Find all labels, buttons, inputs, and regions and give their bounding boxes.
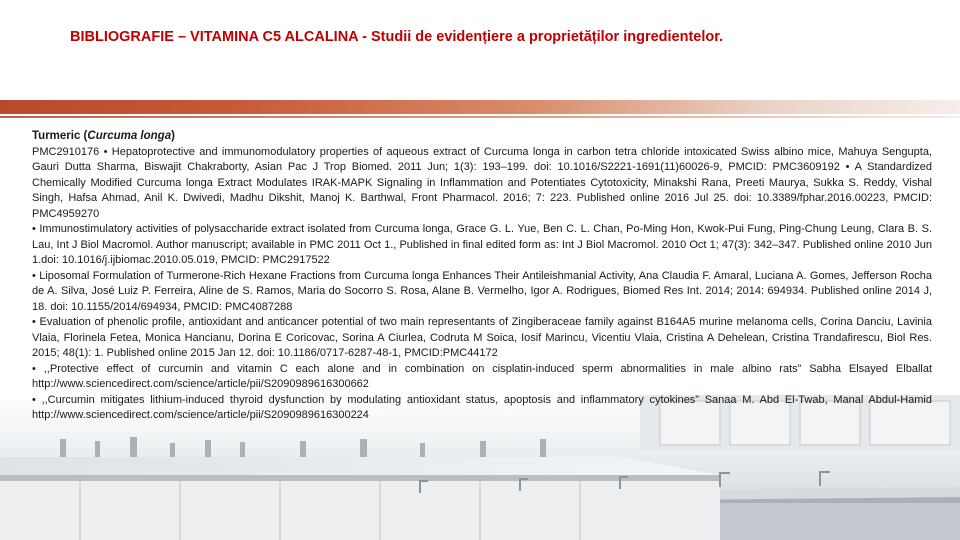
reference-paragraph: PMC2910176 • Hepatoprotective and immunomodulatory properties of aqueous extract of Curcuma longa in carbon tetra chloride intoxicated Swiss albino mice, Mahuya Sengupta, Gauri Dutta Sharma, Biswajit Chakraborty, Asian Pac J Trop Biomed. 2011 Jun; 1(3): 193–199. doi: 10.1016/S2221-1691(11)60026-9, PMCID: PMC3609192 • A Standardized Chemically Modified Curcuma longa Extract Modulates IRAK-MAPK Signaling in Inflammation and Potentiates Cytotoxicity, Minakshi Rana, Preeti Maurya, Sukka S. Reddy, Vishal Singh, Hafsa Ahmad, Anil K. Dwivedi, Madhu Dikshit, Manoj K. Barthwal, Front Pharmacol. 2016; 7: 223. Published online 2016 Jul 25. doi: 10.3389/fphar.2016.00223, PMCID: PMC4959270 bbox=[32, 145, 932, 220]
heading-latin-name: Curcuma longa bbox=[87, 130, 172, 142]
heading-prefix: Turmeric ( bbox=[32, 130, 88, 142]
decorative-band-line bbox=[0, 116, 960, 118]
slide-title: BIBLIOGRAFIE – VITAMINA C5 ALCALINA - Studii de evidențiere a proprietăților ingredientelor. bbox=[70, 29, 724, 45]
reference-paragraph: • ,,Protective effect of curcumin and vitamin C each alone and in combination on cisplatin-induced sperm abnormalities in male albino rats” Sabha Elsayed Elballat http://www.sciencedirect.com/science/article/pii/S2090989616300662 bbox=[32, 362, 932, 390]
reference-paragraph: • Immunostimulatory activities of polysaccharide extract isolated from Curcuma longa, Grace G. L. Yue, Ben C. L. Chan, Po-Ming Hon, Kwok-Pui Fung, Ping-Chung Leung, Clara B. S. Lau, Int J Biol Macromol. Author manuscript; available in PMC 2011 Oct 1., Published in final edited form as: Int J Biol Macromol. 2010 Oct 1; 47(3): 342–347. Published online 2010 Jun 1.doi: 10.1016/j.ijbiomac.2010.05.019, PMCID: PMC2917522 bbox=[32, 223, 932, 266]
bibliography-content bbox=[32, 129, 932, 424]
heading-suffix: ) bbox=[171, 130, 175, 142]
section-heading bbox=[32, 129, 932, 145]
reference-paragraph: • Evaluation of phenolic profile, antioxidant and anticancer potential of two main representants of Zingiberaceae family against B164A5 murine melanoma cells, Corina Danciu, Lavinia Vlaia, Florinela Fetea, Monica Hancianu, Dorina E Coricovac, Sorina A Ciurlea, Codruta M Soica, Iosif Marincu, Vicentiu Vlaia, Cristina A Dehelean, Cristina Trandafirescu, Biol Res. 2015; 48(1): 1. Published online 2015 Jan 12. doi: 10.1186/0717-6287-48-1, PMCID:PMC44172 bbox=[32, 316, 932, 359]
reference-paragraph: • ,,Curcumin mitigates lithium-induced thyroid dysfunction by modulating antioxidant status, apoptosis and inflammatory cytokines” Sanaa M. Abd El-Twab, Manal Abdul-Hamid http://www.sciencedirect.com/science/article/pii/S2090989616300224 bbox=[32, 393, 932, 421]
decorative-band bbox=[0, 100, 960, 114]
reference-paragraph: • Liposomal Formulation of Turmerone-Rich Hexane Fractions from Curcuma longa Enhances Their Antileishmanial Activity, Ana Claudia F. Amaral, Luciana A. Gomes, Jefferson Rocha de A. Silva, José Luiz P. Ferreira, Aline de S. Ramos, Maria do Socorro S. Rosa, Alane B. Vermelho, Igor A. Rodrigues, Biomed Res Int. 2014; 2014: 694934. Published online 2014 J, 18. doi: 10.1155/2014/694934, PMCID: PMC4087288 bbox=[32, 269, 932, 313]
